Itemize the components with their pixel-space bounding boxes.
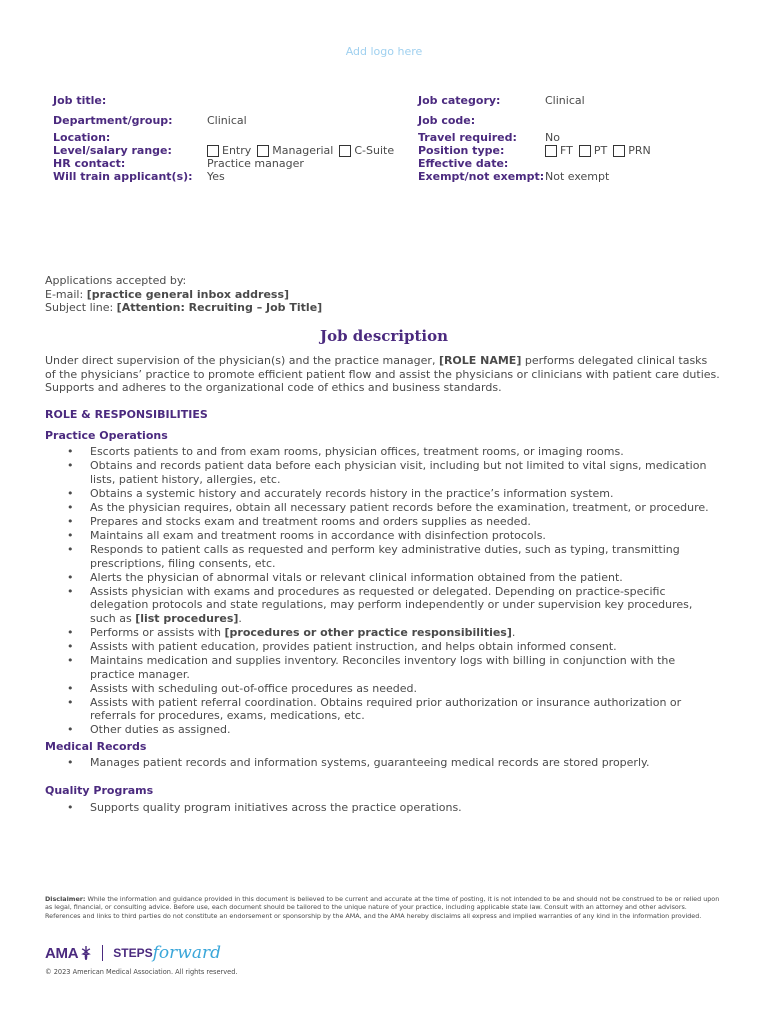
option-label: Managerial: [272, 144, 334, 157]
list-item: [45, 801, 721, 815]
checkbox-entry[interactable]: [207, 145, 219, 157]
steps-forward-logo-forward: forward: [152, 943, 221, 963]
list-item-text: Assists physician with exams and procedures as requested or delegated. Depending on practice-specific delegation protocols and state regulations, may perform independently or under supervision key procedures, such as: [90, 584, 693, 625]
disclaimer: [45, 895, 721, 920]
job-description-title: Job description: [319, 327, 449, 345]
job-code-label: Job code:: [418, 114, 476, 127]
list-item: [45, 501, 721, 515]
bullet-icon: •: [67, 486, 74, 500]
list-item: [45, 626, 721, 640]
list-item: [45, 756, 721, 770]
bullet-icon: •: [67, 445, 74, 458]
bullet-icon: •: [67, 695, 74, 709]
list-item-text: Maintains all exam and treatment rooms in accordance with disinfection protocols.: [90, 528, 546, 542]
list-item-end: .: [511, 625, 516, 639]
effective-date-label: Effective date:: [418, 157, 509, 170]
role-name-placeholder[interactable]: [ROLE NAME]: [438, 354, 522, 367]
list-item-text: Other duties as assigned.: [90, 723, 231, 737]
level-checkboxes: [207, 144, 400, 157]
list-item: [45, 696, 721, 723]
position-type-checkboxes: [545, 144, 657, 157]
list-item: [45, 654, 721, 681]
bullet-icon: •: [67, 459, 74, 473]
quality-programs-list: [45, 801, 721, 815]
subject-label: Subject line:: [45, 301, 117, 314]
steps-forward-logo-steps: STEPS: [113, 946, 153, 960]
location-label: Location:: [53, 131, 111, 144]
bullet-icon: •: [67, 584, 74, 598]
will-train-label: Will train applicant(s):: [53, 170, 193, 183]
ama-caduceus-icon: [80, 946, 92, 960]
list-item: [45, 543, 721, 570]
list-item-text: Assists with scheduling out-of-office procedures as needed.: [90, 681, 417, 695]
quality-programs-heading: Quality Programs: [45, 784, 154, 797]
bullet-icon: •: [67, 625, 74, 639]
level-csuite-option[interactable]: [339, 144, 394, 157]
option-label: PT: [593, 144, 608, 157]
ama-logo: AMA: [45, 944, 79, 962]
list-item-end: .: [238, 611, 242, 625]
list-item-text: Obtains a systemic history and accurately records history in the practice’s information system.: [90, 486, 614, 500]
bullet-icon: •: [67, 756, 74, 769]
job-category-value[interactable]: Clinical: [545, 94, 585, 107]
bullet-icon: •: [67, 570, 74, 584]
bullet-icon: •: [67, 801, 74, 814]
list-item: [45, 529, 721, 543]
disclaimer-text: While the information and guidance provided in this document is believed to be current and accurate at the time of posting, it is not intended to be and should not be construed to be or relied upon as legal, financial, or consulting advice. Before use, each document should be tailored to the unique nature of your practice, including applicable state law. Consult with an attorney and other advisors. References and links to third parties do not constitute an endorsement or sponsorship by the AMA, and the AMA hereby disclaims all express and implied warranties of any kind in the information provided.: [45, 895, 720, 920]
list-item-text: As the physician requires, obtain all necessary patient records before the examination, treatment, or procedure.: [90, 500, 709, 514]
list-item: [45, 640, 721, 654]
medical-records-heading: Medical Records: [45, 740, 147, 753]
list-item-text: Manages patient records and information systems, guaranteeing medical records are stored properly.: [90, 756, 650, 769]
list-item-text: Performs or assists with: [90, 625, 225, 639]
option-label: PRN: [628, 144, 651, 157]
checkbox-ft[interactable]: [545, 145, 557, 157]
travel-value[interactable]: No: [545, 131, 560, 144]
option-label: Entry: [222, 144, 252, 157]
list-item: [45, 682, 721, 696]
option-label: FT: [560, 144, 573, 157]
checkbox-managerial[interactable]: [257, 145, 269, 157]
list-item-text: Prepares and stocks exam and treatment rooms and orders supplies as needed.: [90, 514, 531, 528]
department-value[interactable]: Clinical: [207, 114, 247, 127]
intro-text: performs delegated clinical tasks of the physicians’ practice to promote efficient patient flow and assist the physicians or clinicians with patient care duties. Supports and adheres to the organizational code of ethics and business standards.: [45, 354, 720, 394]
checkbox-prn[interactable]: [613, 145, 625, 157]
position-prn-option[interactable]: [613, 144, 651, 157]
list-item: [45, 585, 721, 626]
subject-value[interactable]: [Attention: Recruiting – Job Title]: [116, 301, 323, 314]
bullet-icon: •: [67, 723, 74, 737]
option-label: C-Suite: [354, 144, 395, 157]
email-label: E-mail:: [45, 287, 87, 301]
logo-placeholder[interactable]: Add logo here: [345, 45, 423, 58]
list-item: [45, 571, 721, 585]
list-item: [45, 445, 721, 459]
subject-line: [45, 301, 322, 315]
bullet-icon: •: [67, 681, 74, 695]
practice-operations-heading: Practice Operations: [45, 429, 168, 442]
exempt-label: Exempt/not exempt:: [418, 170, 545, 183]
list-item-text: Assists with patient referral coordination. Obtains required prior authorization or insurance authorization or referrals for procedures, exams, medications, etc.: [90, 695, 682, 723]
bullet-icon: •: [67, 500, 74, 514]
role-heading: ROLE & RESPONSIBILITIES: [45, 408, 208, 421]
travel-label: Travel required:: [418, 131, 517, 144]
list-item-text: Responds to patient calls as requested and perform key administrative duties, such as typing, transmitting prescriptions, filing consents, etc.: [90, 543, 680, 570]
practice-operations-list: [45, 445, 721, 737]
list-item: [45, 723, 721, 737]
email-value[interactable]: [practice general inbox address]: [86, 287, 290, 301]
bullet-icon: •: [67, 639, 74, 653]
list-item-text: Obtains and records patient data before each physician visit, including but not limited to vital signs, medication lists, patient history, allergies, etc.: [90, 459, 707, 486]
job-title-label: Job title:: [53, 94, 107, 107]
bullet-icon: •: [67, 528, 74, 542]
bullet-icon: •: [67, 514, 74, 528]
level-managerial-option[interactable]: [257, 144, 333, 157]
bullet-icon: •: [67, 543, 74, 557]
footer-logos: [45, 940, 221, 966]
copyright: © 2023 American Medical Association. All rights reserved.: [45, 968, 238, 976]
list-procedures-placeholder[interactable]: [list procedures]: [135, 611, 239, 625]
exempt-value[interactable]: Not exempt: [545, 170, 610, 183]
list-item: [45, 515, 721, 529]
will-train-value[interactable]: Yes: [207, 170, 225, 183]
medical-records-list: [45, 756, 721, 770]
applications-block: [45, 274, 322, 315]
checkbox-pt[interactable]: [579, 145, 591, 157]
logo-separator: [102, 945, 103, 961]
hr-contact-value[interactable]: Practice manager: [207, 157, 304, 170]
email-line: [45, 288, 322, 302]
position-pt-option[interactable]: [579, 144, 607, 157]
position-type-label: Position type:: [418, 144, 505, 157]
list-item-text: Supports quality program initiatives across the practice operations.: [90, 801, 462, 814]
checkbox-csuite[interactable]: [339, 145, 351, 157]
responsibilities-placeholder[interactable]: [procedures or other practice responsibilities]: [224, 625, 512, 639]
list-item: [45, 459, 721, 486]
intro-paragraph: [45, 354, 721, 395]
hr-contact-label: HR contact:: [53, 157, 126, 170]
level-entry-option[interactable]: [207, 144, 251, 157]
job-category-label: Job category:: [418, 94, 501, 107]
list-item-text: Escorts patients to and from exam rooms, physician offices, treatment rooms, or imaging rooms.: [90, 445, 624, 458]
position-ft-option[interactable]: [545, 144, 573, 157]
department-label: Department/group:: [53, 114, 173, 127]
list-item: [45, 487, 721, 501]
list-item-text: Maintains medication and supplies inventory. Reconciles inventory logs with billing in conjunction with the practice manager.: [90, 654, 676, 681]
applications-line: Applications accepted by:: [45, 274, 187, 287]
intro-text: Under direct supervision of the physician(s) and the practice manager,: [45, 354, 439, 367]
list-item-text: Assists with patient education, provides patient instruction, and helps obtain informed consent.: [90, 639, 617, 653]
level-label: Level/salary range:: [53, 144, 172, 157]
disclaimer-label: Disclaimer:: [45, 895, 86, 903]
bullet-icon: •: [67, 654, 74, 668]
list-item-text: Alerts the physician of abnormal vitals or relevant clinical information obtained from the patient.: [90, 570, 623, 584]
